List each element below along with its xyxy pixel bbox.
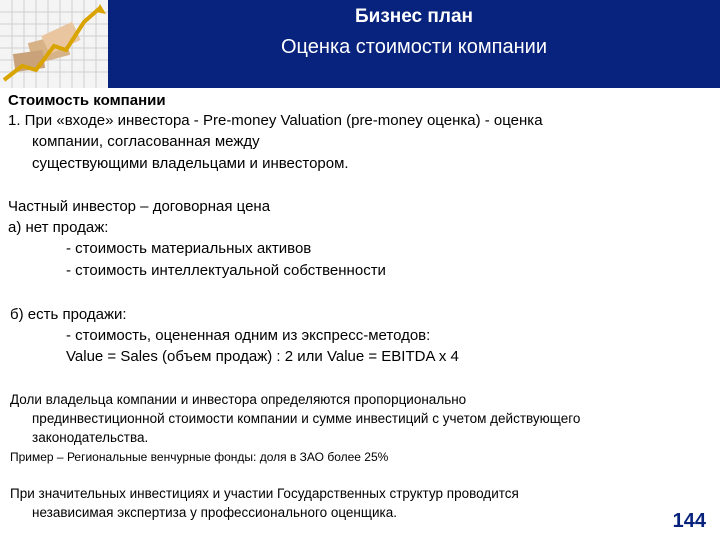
shares-line3: законодательства. (32, 430, 149, 445)
section-heading: Стоимость компании (8, 92, 166, 109)
item1-line2: компании, согласованная между (32, 133, 260, 150)
page-subtitle: Оценка стоимости компании (280, 36, 547, 58)
express-method-text: - стоимость, оцененная одним из экспресс-методов: (66, 327, 431, 344)
item1-line3: существующими владельцами и инвестором. (32, 155, 349, 172)
intellectual-property-text: - стоимость интеллектуальной собственности (66, 262, 386, 279)
valuation-formula: Value = Sales (объем продаж) : 2 или Value = EBITDA x 4 (66, 348, 459, 365)
growth-chart-money-icon (0, 0, 108, 88)
example-text: Пример – Региональные венчурные фонды: доля в ЗАО более 25% (10, 450, 389, 464)
item1-line1: 1. При «входе» инвестора - Pre-money Valuation (pre-money оценка) - оценка (8, 112, 543, 129)
shares-line1: Доли владельца компании и инвестора определяются пропорционально (10, 392, 467, 407)
private-investor-text: Частный инвестор – договорная цена (8, 198, 271, 215)
shares-line2: прединвестиционной стоимости компании и сумме инвестиций с учетом действующего (32, 411, 581, 426)
tangible-assets-text: - стоимость материальных активов (66, 240, 312, 257)
no-sales-text: а) нет продаж: (8, 219, 109, 236)
state-line2: независимая экспертиза у профессионального оценщика. (32, 505, 397, 520)
page-title: Бизнес план (354, 6, 473, 27)
page-number: 144 (672, 510, 706, 532)
state-line1: При значительных инвестициях и участии Государственных структур проводится (10, 486, 519, 501)
has-sales-text: б) есть продажи: (10, 306, 127, 323)
header-bar (0, 0, 720, 88)
